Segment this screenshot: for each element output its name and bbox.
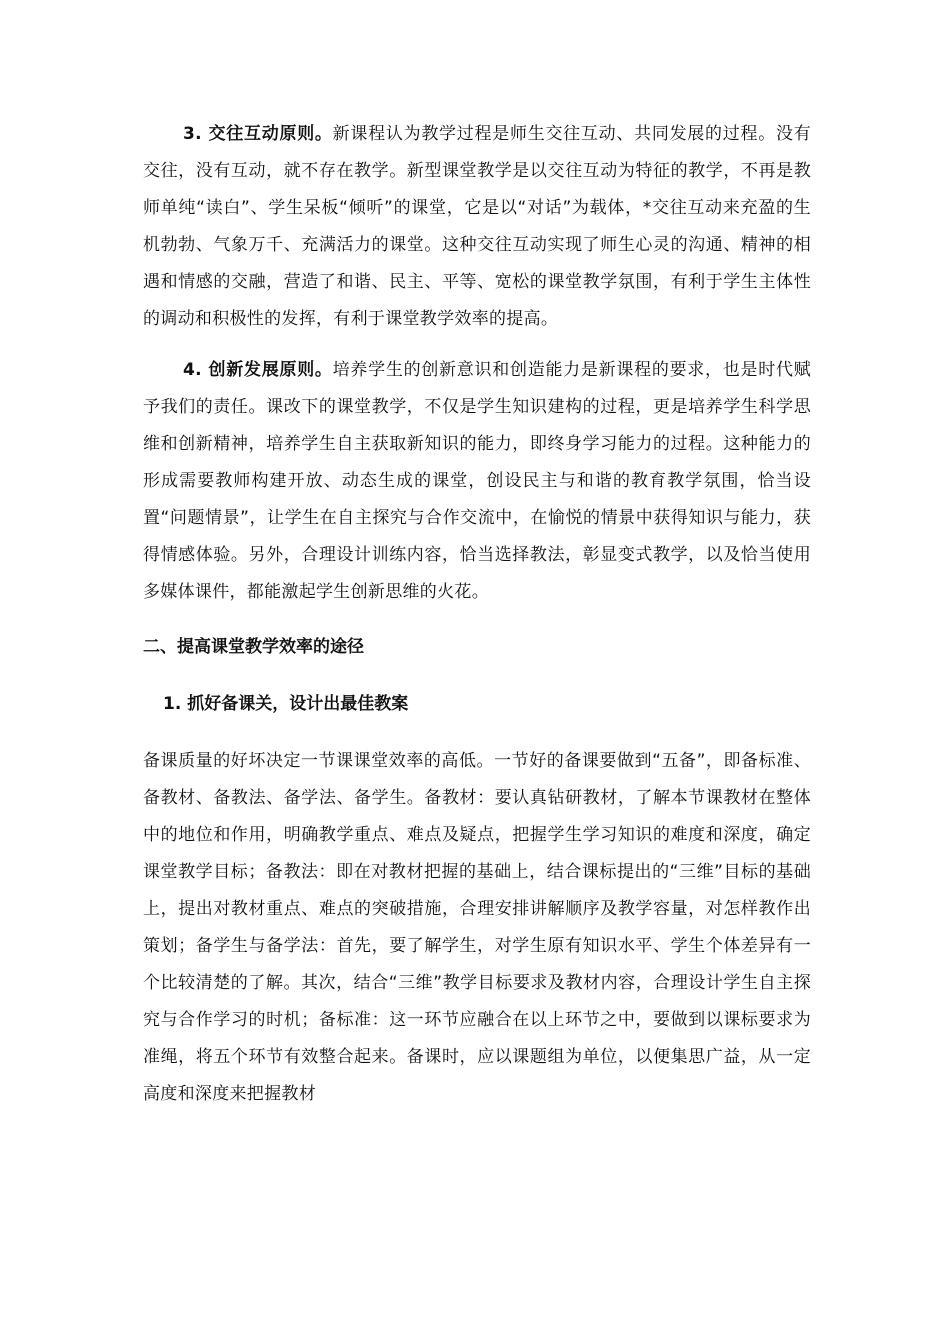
principle-4-text: 培养学生的创新意识和创造能力是新课程的要求，也是时代赋予我们的责任。课改下的课堂教学，不仅是学生知识建构的过程，更是培养学生科学思维和创新精神，培养学生自主获取新知识的能力，即终身学习能力的过程。这种能力的形成需要教师构建开放、动态生成的课堂，创设民主与和谐的教育教学氛围，恰当设置“问题情景”，让学生在自主探究与合作交流中，在愉悦的情景中获得知识与能力，获得情感体验。另外，合理设计训练内容，恰当选择教法，彰显变式教学，以及恰当使用多媒体课件，都能激起学生创新思维的火花。: [143, 360, 811, 602]
principle-3-lead: 3. 交往互动原则。: [183, 124, 333, 144]
principle-3-paragraph: [143, 116, 811, 338]
section-heading: 二、提高课堂教学效率的途径: [143, 637, 364, 657]
body-paragraph: 备课质量的好坏决定一节课课堂效率的高低。一节好的备课要做到“五备”，即备标准、备教材、备教法、备学法、备学生。备教材：要认真钻研教材，了解本节课教材在整体中的地位和作用，明确教学重点、难点及疑点，把握学生学习知识的难度和深度，确定课堂教学目标；备教法：即在对教材把握的基础上，结合课标提出的“三维”目标的基础上，提出对教材重点、难点的突破措施，合理安排讲解顺序及教学容量，对怎样教作出策划；备学生与备学法：首先，要了解学生，对学生原有知识水平、学生个体差异有一个比较清楚的了解。其次，结合“三维”教学目标要求及教材内容，合理设计学生自主探究与合作学习的时机；备标准：这一环节应融合在以上环节之中，要做到以课标要求为准绳，将五个环节有效整合起来。备课时，应以课题组为单位，以便集思广益，从一定高度和深度来把握教材: [143, 751, 811, 1104]
document-page: [143, 116, 811, 1113]
principle-4-paragraph: [143, 352, 811, 611]
subsection-heading: 1. 抓好备课关，设计出最佳教案: [163, 694, 409, 714]
principle-3-text: 新课程认为教学过程是师生交往互动、共同发展的过程。没有交往，没有互动，就不存在教学。新型课堂教学是以交往互动为特征的教学，不再是教师单纯“读白”、学生呆板“倾听”的课堂，它是以“对话”为载体，*交往互动来充盈的生机勃勃、气象万千、充满活力的课堂。这种交往互动实现了师生心灵的沟通、精神的相遇和情感的交融，营造了和谐、民主、平等、宽松的课堂教学氛围，有利于学生主体性的调动和积极性的发挥，有利于课堂教学效率的提高。: [143, 124, 811, 329]
principle-4-lead: 4. 创新发展原则。: [183, 360, 333, 380]
